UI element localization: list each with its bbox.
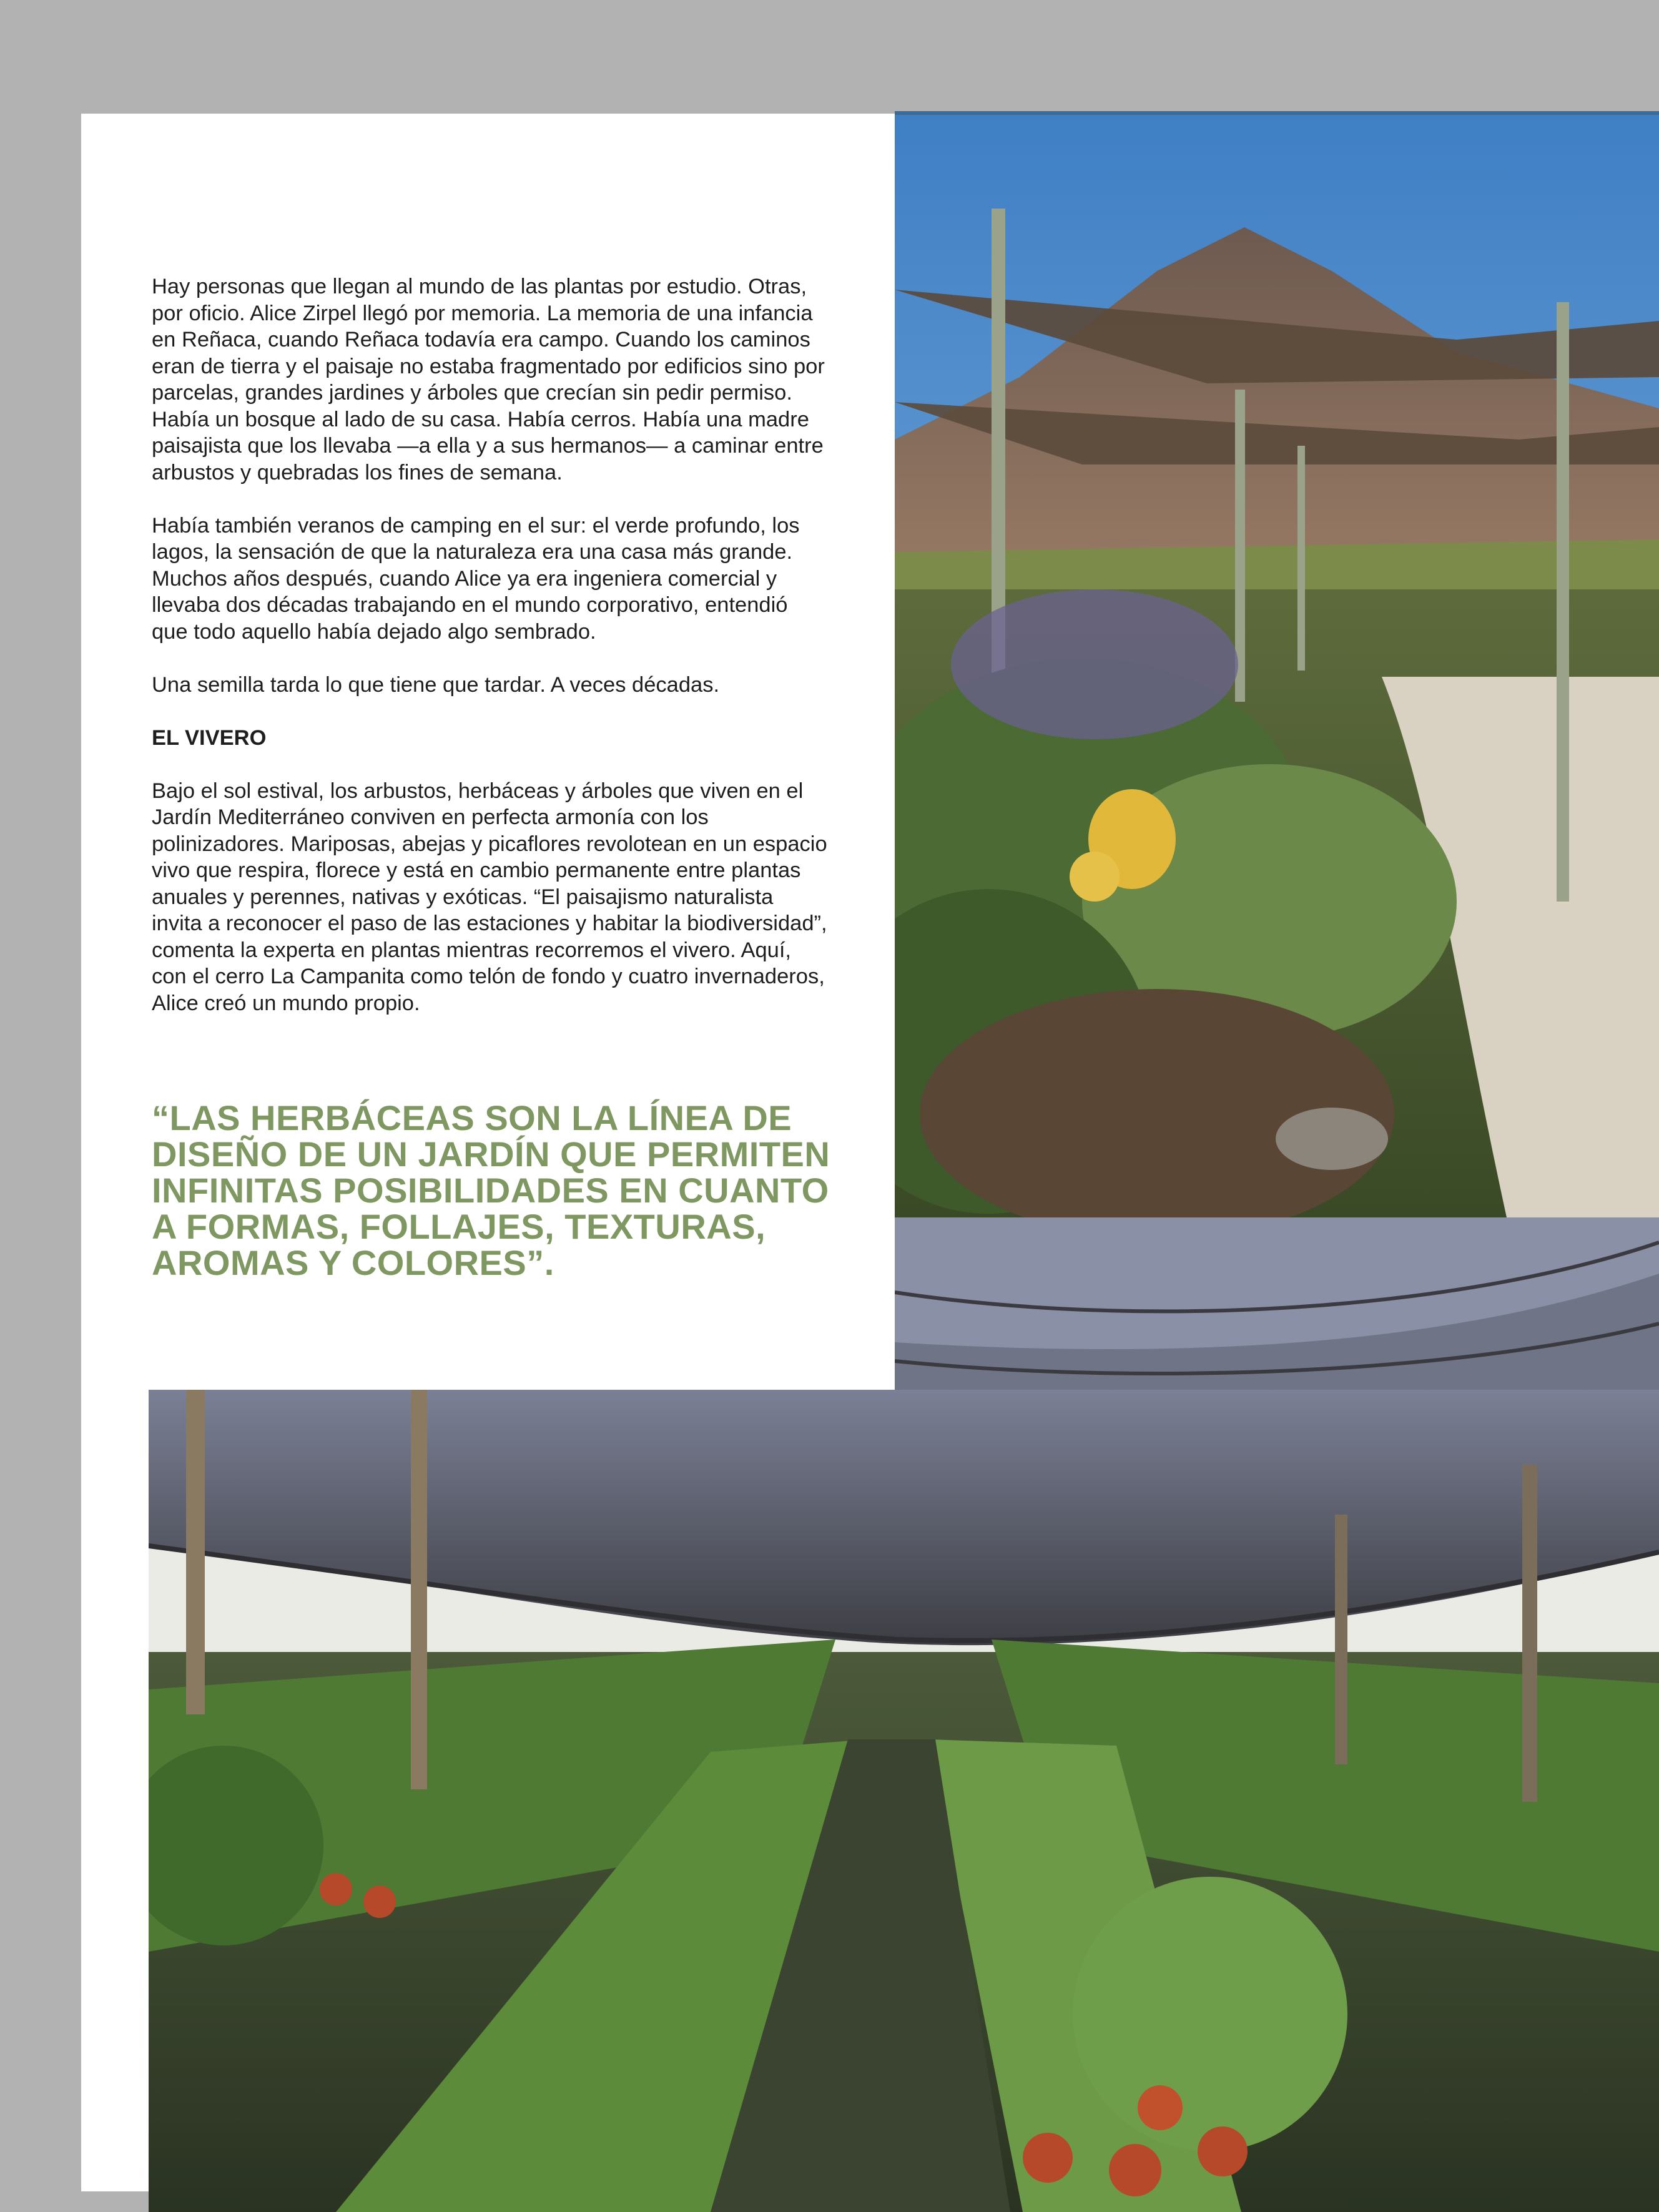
shade-net-photo-image bbox=[895, 1217, 1659, 1390]
shade-net-photo bbox=[895, 1217, 1659, 1390]
garden-photo bbox=[895, 111, 1659, 1217]
nursery-photo-image bbox=[149, 1390, 1659, 2212]
article-paragraph-3: Una semilla tarda lo que tiene que tardar. A veces décadas. bbox=[152, 672, 720, 697]
pull-quote: “LAS HERBÁCEAS SON LA LÍNEA DE DISEÑO DE UN JARDÍN QUE PERMITEN INFINITAS POSIBILIDADES EN CUANTO A FORMAS, FOLLAJES, TEXTURAS, AROMAS Y COLORES”. bbox=[152, 1098, 830, 1282]
garden-photo-image bbox=[895, 115, 1659, 1217]
article-paragraph-2: Había también veranos de camping en el sur: el verde profundo, los lagos, la sensación de que la naturaleza era una casa más grande. Muchos años después, cuando Alice ya era ingeniera comercial y llevaba dos décadas trabajando en el mundo corporativo, entendió que todo aquello había dejado algo sembrado. bbox=[152, 513, 800, 644]
article-paragraph-1: Hay personas que llegan al mundo de las plantas por estudio. Otras, por oficio. Alice Zirpel llegó por memoria. La memoria de una infancia en Reñaca, cuando Reñaca todavía era campo. Cuando los caminos eran de tierra y el paisaje no estaba fragmentado por edificios sino por parcelas, grandes jardines y árboles que crecían sin pedir permiso. Había un bosque al lado de su casa. Había cerros. Había una madre paisajista que los llevaba —a ella y a sus hermanos— a caminar entre arbustos y quebradas los fines de semana. bbox=[152, 275, 825, 484]
article-body bbox=[152, 273, 829, 1016]
section-paragraph: Bajo el sol estival, los arbustos, herbáceas y árboles que viven en el Jardín Mediterráneo conviven en perfecta armonía con los polinizadores. Mariposas, abejas y picaflores revolotean en un espacio vivo que respira, florece y está en cambio permanente entre plantas anuales y perennes, nativas y exóticas. “El paisajismo naturalista invita a reconocer el paso de las estaciones y habitar la biodiversidad”, comenta la experta en plantas mientras recorremos el vivero. Aquí, con el cerro La Campanita como telón de fondo y cuatro invernaderos, Alice creó un mundo propio. bbox=[152, 779, 827, 1015]
nursery-photo bbox=[149, 1390, 1659, 2212]
section-subhead: EL VIVERO bbox=[152, 725, 267, 750]
